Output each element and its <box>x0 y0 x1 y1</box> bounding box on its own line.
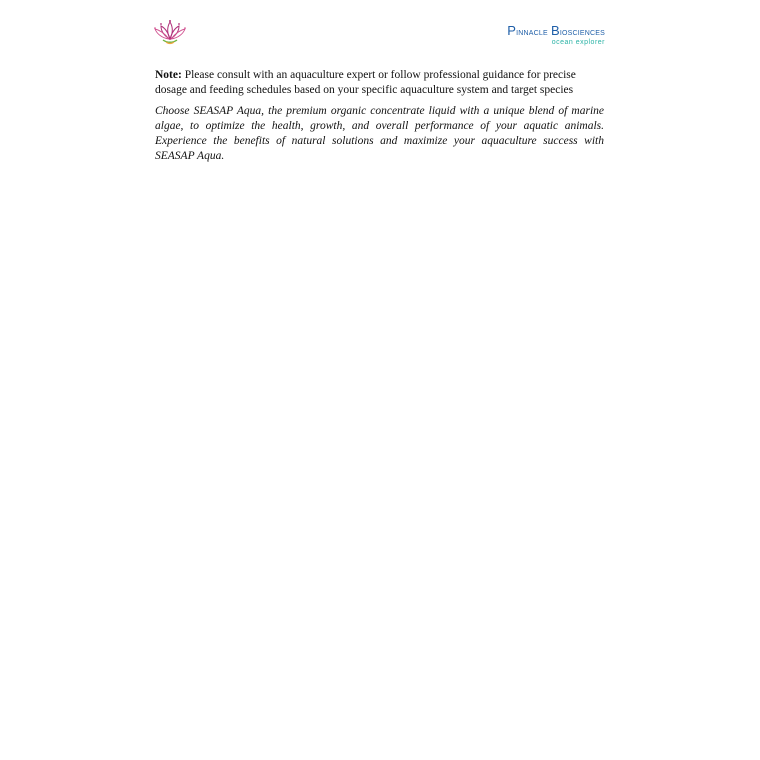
note-label: Note: <box>155 69 182 81</box>
note-paragraph <box>155 68 604 98</box>
brand-name-initial-2: B <box>550 23 560 38</box>
brand-name-part-2: iosciences <box>559 26 605 38</box>
document-body <box>155 68 604 164</box>
brand-name <box>507 24 605 38</box>
lotus-logo-icon <box>153 19 187 45</box>
brand-name-initial-1: P <box>507 23 517 38</box>
brand-logo <box>507 24 605 46</box>
note-text: Please consult with an aquaculture expert or follow professional guidance for precise dosage and feeding schedules based on your specific aquaculture system and target species <box>155 69 576 96</box>
brand-tagline: ocean explorer <box>551 38 605 46</box>
brand-name-part-1: innacle <box>516 26 551 38</box>
promo-paragraph: Choose SEASAP Aqua, the premium organic concentrate liquid with a unique blend of marine algae, to optimize the health, growth, and overall performance of your aquatic animals. Experience the benefits of natural solutions and maximize your aquaculture success with SEASAP Aqua. <box>155 105 604 162</box>
